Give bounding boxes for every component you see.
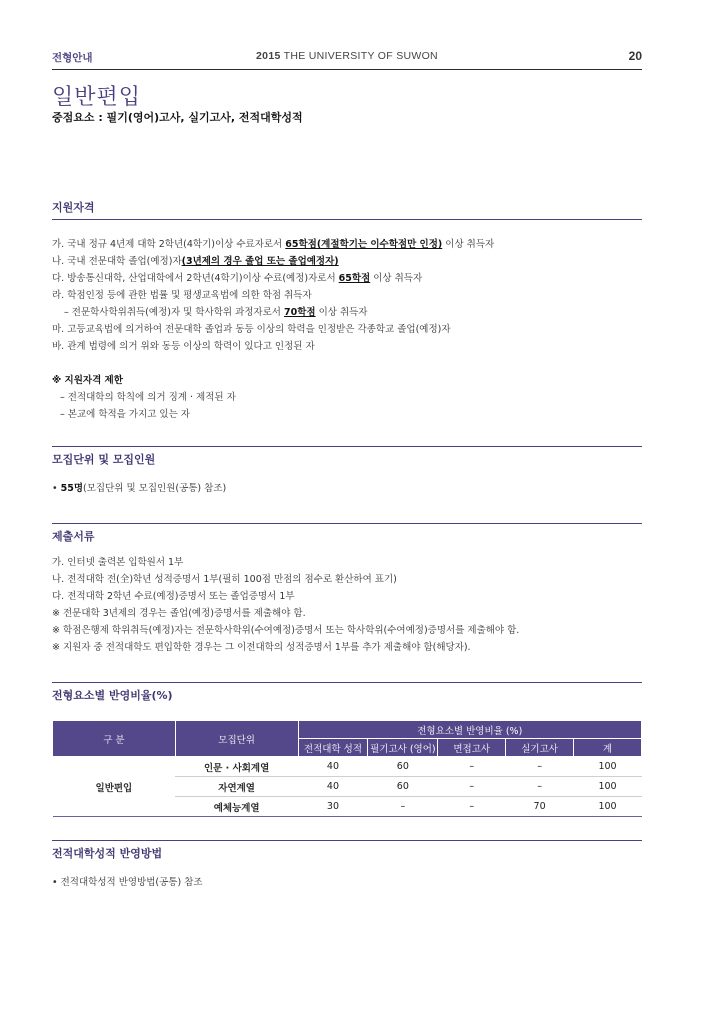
header-unit: 모집단위 xyxy=(175,721,298,757)
eligibility-item-c xyxy=(52,272,422,286)
eligibility-text: 다. 방송통신대학, 산업대학에서 2학년(4학기)이상 수료(예정)자로서 xyxy=(52,273,339,284)
recruit-section-header xyxy=(52,446,642,467)
header-university xyxy=(52,50,642,62)
document-note: ※ 지원자 중 전적대학도 편입학한 경우는 그 이전대학의 성적증명서 1부를 추가 제출해야 함(해당자). xyxy=(52,642,471,653)
table-cell: 70 xyxy=(506,797,574,817)
restriction-item: – 본교에 학적을 가지고 있는 자 xyxy=(60,409,190,420)
eligibility-text: – 전문학사학위취득(예정)자 및 학사학위 과정자로서 xyxy=(64,307,284,318)
grades-heading: 전적대학성적 반영방법 xyxy=(52,847,163,860)
table-cell: 40 xyxy=(298,757,368,777)
table-cell: 100 xyxy=(574,777,642,797)
eligibility-text: 나. 국내 전문대학 졸업(예정)자 xyxy=(52,256,182,267)
eligibility-emphasis: 65학점(계절학기는 이수학점만 인정) xyxy=(285,239,443,250)
column-header: 면접고사 xyxy=(438,739,506,757)
header-university-name: THE UNIVERSITY OF SUWON xyxy=(283,50,438,62)
section-divider xyxy=(52,219,642,220)
recruit-heading: 모집단위 및 모집인원 xyxy=(52,453,156,466)
document-item: 다. 전적대학 2학년 수료(예정)증명서 또는 졸업증명서 1부 xyxy=(52,591,295,602)
documents-heading: 제출서류 xyxy=(52,530,95,543)
unit-cell: 예체능계열 xyxy=(175,797,298,817)
eligibility-emphasis: (3년제의 경우 졸업 또는 졸업예정자) xyxy=(181,256,339,267)
ratio-table xyxy=(52,720,642,817)
header-ratio-group: 전형요소별 반영비율 (%) xyxy=(298,721,641,739)
table-cell: – xyxy=(438,797,506,817)
document-note: ※ 학점은행제 학위취득(예정)자는 전문학사학위(수여예정)증명서 또는 학사학위(수여예정)증명서를 제출해야 함. xyxy=(52,625,520,636)
recruit-note: (모집단위 및 모집인원(공통) 참조) xyxy=(83,483,227,494)
page-title: 일반편입 xyxy=(52,85,142,110)
table-cell: 100 xyxy=(574,797,642,817)
eligibility-item-d: 라. 학점인정 등에 관한 법률 및 평생교육법에 의한 학점 취득자 xyxy=(52,290,312,301)
restriction-heading-text: ※ 지원자격 제한 xyxy=(52,375,123,386)
table-cell: 60 xyxy=(368,777,438,797)
recruit-count: 55명 xyxy=(60,483,84,494)
restriction-item: – 전적대학의 학칙에 의거 징계 · 제적된 자 xyxy=(60,392,236,403)
grades-item: • 전적대학성적 반영방법(공통) 참조 xyxy=(52,877,203,888)
column-header: 계 xyxy=(574,739,642,757)
eligibility-emphasis: 70학점 xyxy=(283,307,316,318)
document-item: 가. 인터넷 출력본 입학원서 1부 xyxy=(52,557,184,568)
recruit-item xyxy=(52,482,226,496)
table-row xyxy=(53,757,642,777)
eligibility-text: 이상 취득자 xyxy=(315,307,368,318)
table-cell: – xyxy=(438,777,506,797)
eligibility-text: 이상 취득자 xyxy=(370,273,423,284)
eligibility-section-header xyxy=(52,199,642,220)
eligibility-item-b xyxy=(52,255,339,269)
documents-section-header xyxy=(52,523,642,544)
table-cell: 40 xyxy=(298,777,368,797)
table-cell: 30 xyxy=(298,797,368,817)
header-year: 2015 xyxy=(256,50,281,62)
eligibility-heading: 지원자격 xyxy=(52,201,95,214)
table-cell: 60 xyxy=(368,757,438,777)
section-label: 전형안내 xyxy=(52,52,93,64)
eligibility-item-d-sub xyxy=(64,306,368,320)
page-number: 20 xyxy=(628,49,642,63)
eligibility-item-e: 마. 고등교육법에 의거하여 전문대학 졸업과 동등 이상의 학력을 인정받은 각종학교 졸업(예정)자 xyxy=(52,324,451,335)
eligibility-item-f: 바. 관계 법령에 의거 위와 동등 이상의 학력이 있다고 인정된 자 xyxy=(52,341,315,352)
column-header: 필기고사 (영어) xyxy=(368,739,438,757)
page-header xyxy=(52,48,642,70)
eligibility-emphasis: 65학점 xyxy=(338,273,371,284)
bullet: • xyxy=(52,483,61,494)
group-label: 일반편입 xyxy=(53,757,176,817)
column-header: 실기고사 xyxy=(506,739,574,757)
table-cell: 100 xyxy=(574,757,642,777)
ratio-heading: 전형요소별 반영비율(%) xyxy=(52,689,173,702)
table-cell: – xyxy=(506,757,574,777)
eligibility-text: 가. 국내 정규 4년제 대학 2학년(4학기)이상 수료자로서 xyxy=(52,239,286,250)
page-subtitle: 중점요소 : 필기(영어)고사, 실기고사, 전적대학성적 xyxy=(52,111,303,124)
document-item: 나. 전적대학 전(全)학년 성적증명서 1부(필히 100점 만점의 점수로 환산하여 표기) xyxy=(52,574,397,585)
table-cell: – xyxy=(368,797,438,817)
grades-section-header xyxy=(52,840,642,861)
unit-cell: 인문 · 사회계열 xyxy=(175,757,298,777)
header-division: 구 분 xyxy=(53,721,176,757)
eligibility-item-a xyxy=(52,238,494,252)
ratio-section-header xyxy=(52,682,642,703)
column-header: 전적대학 성적 xyxy=(298,739,368,757)
document-note: ※ 전문대학 3년제의 경우는 졸업(예정)증명서를 제출해야 함. xyxy=(52,608,306,619)
eligibility-text: 이상 취득자 xyxy=(442,239,495,250)
unit-cell: 자연계열 xyxy=(175,777,298,797)
table-cell: – xyxy=(506,777,574,797)
restriction-heading xyxy=(52,374,123,388)
table-cell: – xyxy=(438,757,506,777)
